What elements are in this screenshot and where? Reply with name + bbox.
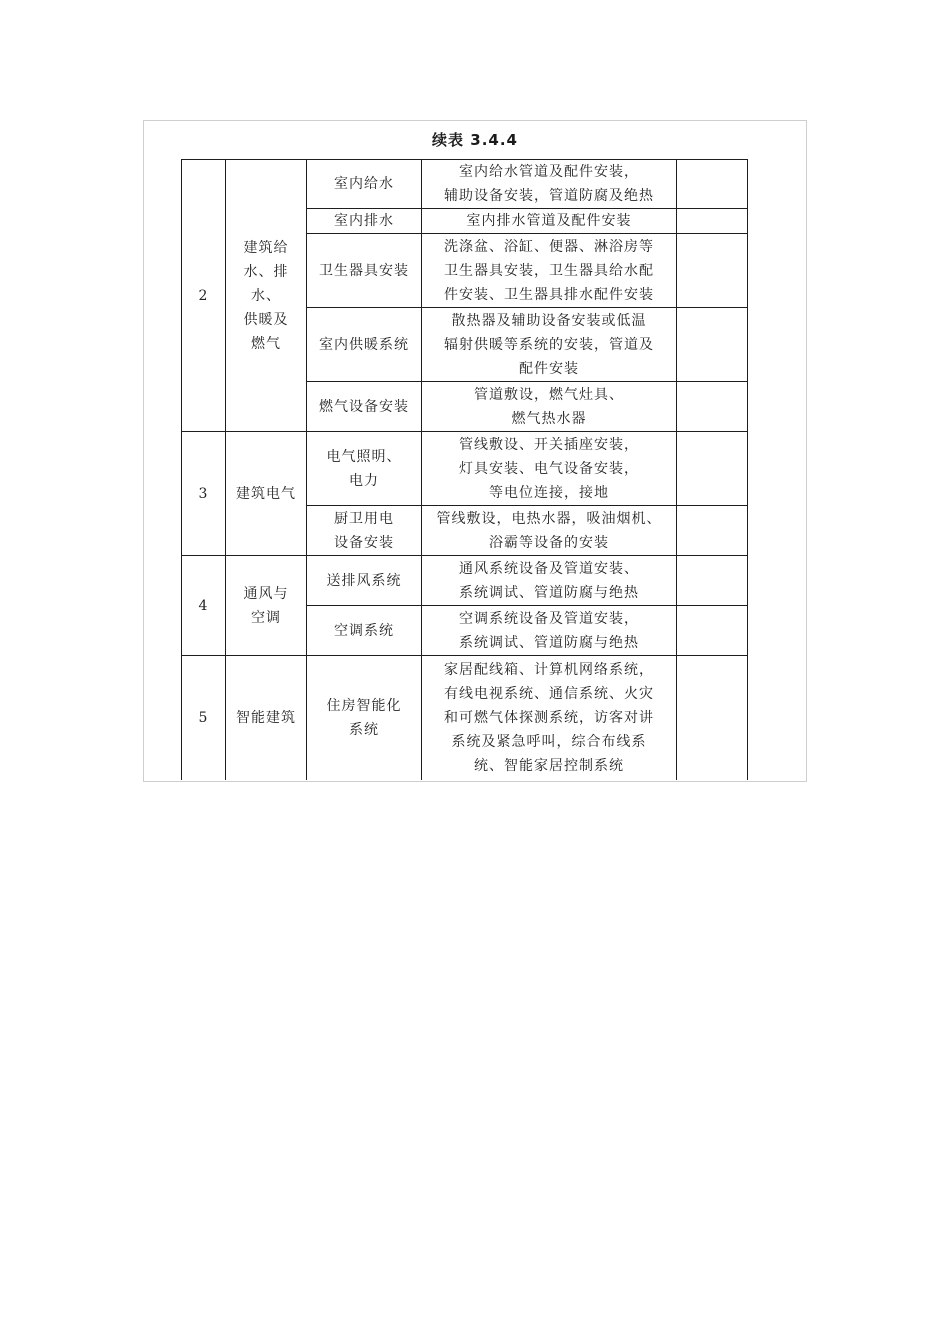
subdivision-cell: 卫生器具安装 <box>307 234 422 308</box>
subdivision-cell: 室内供暖系统 <box>307 308 422 382</box>
row-number-cell: 2 <box>182 160 226 432</box>
blank-result-cell <box>677 556 748 606</box>
blank-result-cell <box>677 506 748 556</box>
blank-result-cell <box>677 432 748 506</box>
scanned-table-image <box>143 120 807 782</box>
table-row <box>182 556 748 606</box>
subdivision-cell: 燃气设备安装 <box>307 382 422 432</box>
blank-result-cell <box>677 160 748 209</box>
row-number-cell: 4 <box>182 556 226 656</box>
items-cell: 管道敷设，燃气灶具、 燃气热水器 <box>422 382 677 432</box>
table-row <box>182 160 748 209</box>
subdivision-cell: 空调系统 <box>307 606 422 656</box>
items-cell: 管线敷设、开关插座安装， 灯具安装、电气设备安装， 等电位连接，接地 <box>422 432 677 506</box>
subdivision-cell: 厨卫用电 设备安装 <box>307 506 422 556</box>
blank-result-cell <box>677 656 748 780</box>
items-cell: 空调系统设备及管道安装， 系统调试、管道防腐与绝热 <box>422 606 677 656</box>
items-cell: 洗涤盆、浴缸、便器、淋浴房等 卫生器具安装，卫生器具给水配 件安装、卫生器具排水配件安装 <box>422 234 677 308</box>
items-cell: 家居配线箱、计算机网络系统， 有线电视系统、通信系统、火灾 和可燃气体探测系统，访客对讲 系统及紧急呼叫，综合布线系 统、智能家居控制系统 <box>422 656 677 780</box>
division-cell: 建筑电气 <box>226 432 307 556</box>
table-row <box>182 656 748 780</box>
table-title: 续表 3.4.4 <box>432 131 518 149</box>
row-number-cell: 3 <box>182 432 226 556</box>
division-cell: 建筑给 水、排水、 供暖及 燃气 <box>226 160 307 432</box>
subdivision-cell: 室内排水 <box>307 209 422 234</box>
items-cell: 室内给水管道及配件安装， 辅助设备安装，管道防腐及绝热 <box>422 160 677 209</box>
subdivision-cell: 送排风系统 <box>307 556 422 606</box>
subdivision-cell: 住房智能化 系统 <box>307 656 422 780</box>
subdivision-cell: 室内给水 <box>307 160 422 209</box>
row-number-cell: 5 <box>182 656 226 780</box>
blank-result-cell <box>677 606 748 656</box>
blank-result-cell <box>677 209 748 234</box>
items-cell: 通风系统设备及管道安装、 系统调试、管道防腐与绝热 <box>422 556 677 606</box>
items-cell: 散热器及辅助设备安装或低温 辐射供暖等系统的安装，管道及 配件安装 <box>422 308 677 382</box>
items-cell: 室内排水管道及配件安装 <box>422 209 677 234</box>
subdivision-cell: 电气照明、 电力 <box>307 432 422 506</box>
blank-result-cell <box>677 308 748 382</box>
inspection-table <box>181 159 748 780</box>
division-cell: 通风与 空调 <box>226 556 307 656</box>
division-cell: 智能建筑 <box>226 656 307 780</box>
table-row <box>182 432 748 506</box>
items-cell: 管线敷设，电热水器，吸油烟机、 浴霸等设备的安装 <box>422 506 677 556</box>
blank-result-cell <box>677 382 748 432</box>
blank-result-cell <box>677 234 748 308</box>
